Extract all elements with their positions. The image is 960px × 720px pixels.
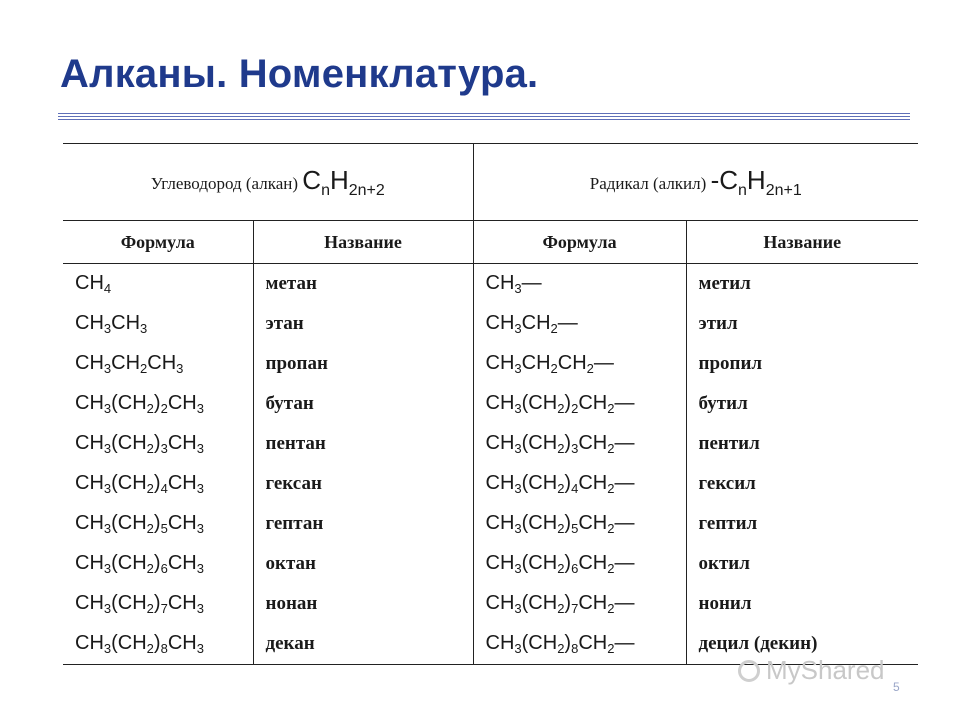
radical-formula: $CH_3(CH_2)_3CH_2—$ [473, 424, 686, 464]
radical-name: гептил [698, 513, 758, 534]
alkane-formula: $CH_3(CH_2)_8CH_3$ [63, 624, 253, 665]
radical-name: метил [698, 273, 751, 294]
alkane-formula: $CH_3(CH_2)_3CH_3$ [63, 424, 253, 464]
header-radical-formula: Формула [473, 221, 686, 264]
group-header-radical [473, 144, 918, 221]
alkane-name: гептан [253, 504, 473, 544]
alkane-formula: $CH_3CH_2CH_3$ [63, 344, 253, 384]
table-row [63, 424, 918, 464]
alkane-formula: $CH_3(CH_2)_4CH_3$ [63, 464, 253, 504]
radical-name: бутил [698, 393, 748, 414]
alkane-formula: $CH_3CH_3$ [63, 304, 253, 344]
general-formula-radical: $-C_nH_{2n+1}$ [710, 164, 802, 199]
alkane-formula: $CH_4$ [63, 264, 253, 305]
group-label-radical: Радикал (алкил) [589, 173, 707, 193]
table-row [63, 384, 918, 424]
radical-formula: $CH_3(CH_2)_8CH_2—$ [473, 624, 686, 665]
alkane-formula: $CH_3(CH_2)_5CH_3$ [63, 504, 253, 544]
general-formula-alkane: $C_nH_{2n+2}$ [302, 164, 385, 199]
alkane-name: пропан [253, 344, 473, 384]
alkane-name: метан [253, 264, 473, 305]
alkane-name: декан [253, 624, 473, 665]
radical-name: пропил [698, 353, 763, 374]
page-number: 5 [893, 680, 900, 694]
table-row [63, 584, 918, 624]
group-label-alkane: Углеводород (алкан) [150, 173, 299, 193]
title-underline [58, 113, 910, 122]
alkane-name: нонан [253, 584, 473, 624]
radical-formula: $CH_3(CH_2)_7CH_2—$ [473, 584, 686, 624]
alkane-name: этан [253, 304, 473, 344]
group-header-alkane [63, 144, 473, 221]
nomenclature-table [63, 143, 918, 665]
alkane-name: гексан [253, 464, 473, 504]
radical-name: октил [698, 553, 750, 574]
slide-title: Алканы. Номенклатура. [60, 52, 539, 96]
table-row [63, 544, 918, 584]
radical-formula: $CH_3CH_2CH_2—$ [473, 344, 686, 384]
table-row [63, 264, 918, 305]
radical-name: децил (декин) [686, 624, 918, 665]
radical-name: гексил [698, 473, 756, 494]
watermark: MyShared [738, 655, 885, 686]
table-row [63, 344, 918, 384]
header-alkane-name: Название [253, 221, 473, 264]
radical-formula: $CH_3CH_2—$ [473, 304, 686, 344]
radical-name: этил [698, 313, 738, 334]
watermark-logo-icon [738, 660, 760, 682]
alkane-formula: $CH_3(CH_2)_7CH_3$ [63, 584, 253, 624]
alkane-formula: $CH_3(CH_2)_2CH_3$ [63, 384, 253, 424]
radical-name: пентил [698, 433, 760, 454]
radical-name: нонил [698, 593, 752, 614]
header-radical-name: Название [686, 221, 918, 264]
radical-formula: $CH_3—$ [473, 264, 686, 305]
radical-formula: $CH_3(CH_2)_2CH_2—$ [473, 384, 686, 424]
table-row [63, 304, 918, 344]
radical-formula: $CH_3(CH_2)_4CH_2—$ [473, 464, 686, 504]
radical-formula: $CH_3(CH_2)_5CH_2—$ [473, 504, 686, 544]
table-row [63, 504, 918, 544]
alkane-name: октан [253, 544, 473, 584]
alkane-name: пентан [253, 424, 473, 464]
table-row [63, 464, 918, 504]
alkane-formula: $CH_3(CH_2)_6CH_3$ [63, 544, 253, 584]
radical-formula: $CH_3(CH_2)_6CH_2—$ [473, 544, 686, 584]
header-alkane-formula: Формула [63, 221, 253, 264]
alkane-name: бутан [253, 384, 473, 424]
